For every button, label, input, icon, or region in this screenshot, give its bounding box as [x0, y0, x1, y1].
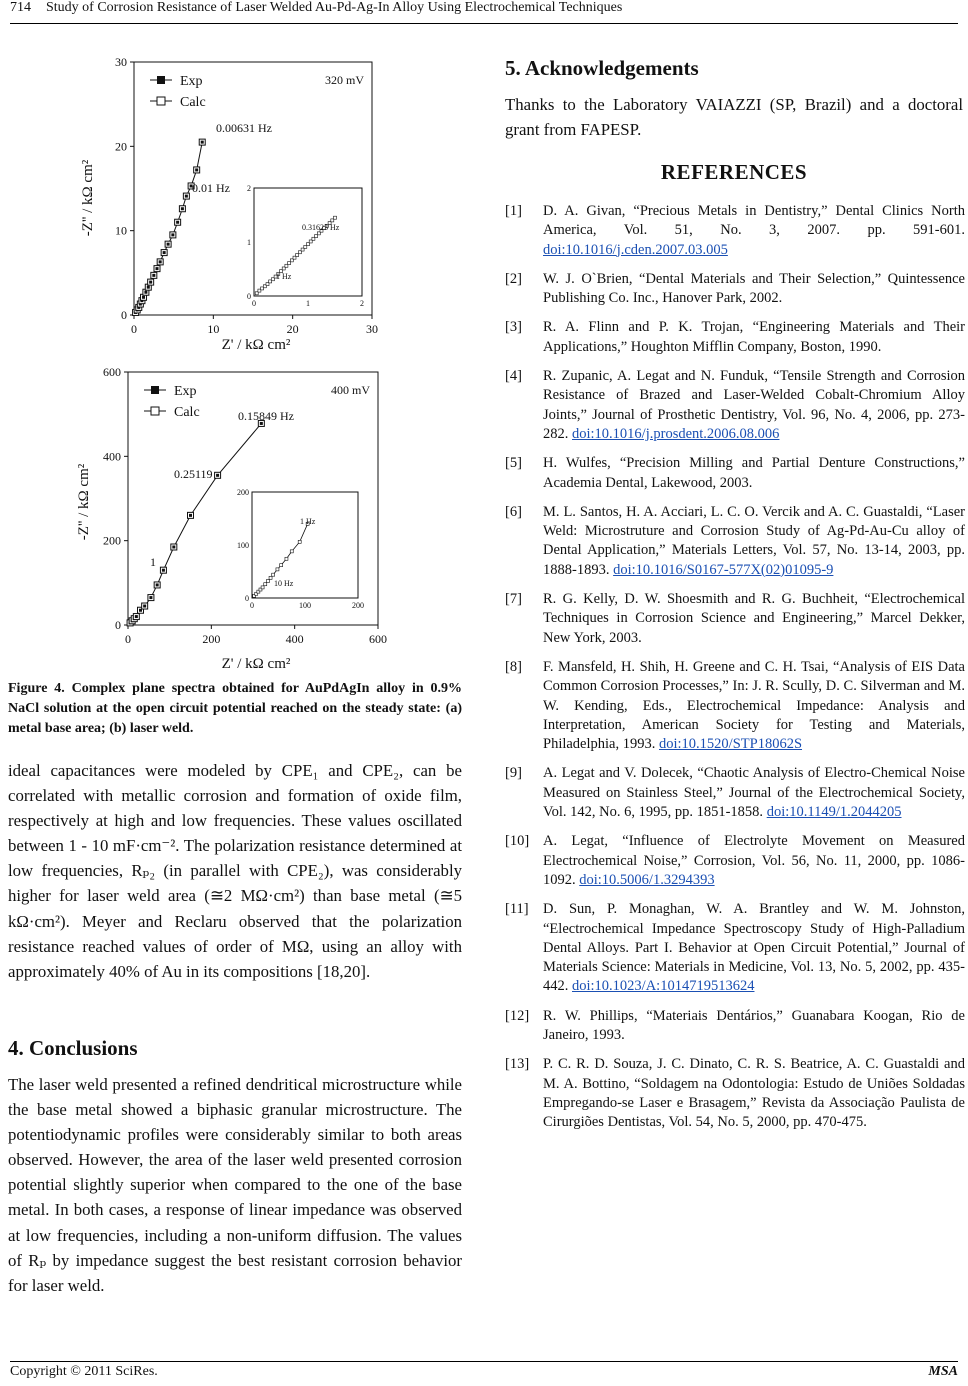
inset-annotation: 1 Hz	[276, 272, 292, 281]
reference-citation: A. Legat, “Influence of Electrolyte Movement on Measured Electrochemical Noise,” Corrosion, Vol. 56, No. 11, 2000, pp. 1086-1092.	[543, 833, 965, 888]
figure-caption: Figure 4. Complex plane spectra obtained for AuPdAgIn alloy in 0.9% NaCl solution at the open circuit potential reached on the steady state: (a) metal base area; (b) laser weld.	[8, 681, 462, 736]
doi-link[interactable]: doi:10.5006/1.3294393	[579, 871, 715, 888]
y-tick-label: 200	[103, 533, 121, 548]
reference-number: [9]	[505, 765, 522, 782]
doi-link[interactable]: doi:10.1520/STP18062S	[659, 736, 803, 753]
data-point-exp	[195, 168, 198, 171]
y-tick-label: 30	[115, 55, 127, 69]
reference-text	[543, 1055, 965, 1132]
reference-item	[505, 658, 965, 754]
frequency-annotation: 0.00631 Hz	[216, 121, 272, 135]
data-point-exp	[163, 251, 166, 254]
data-point-exp	[143, 605, 146, 608]
data-point-exp	[159, 260, 162, 263]
potential-label: 400 mV	[331, 383, 370, 397]
inset-y-tick-label: 2	[247, 184, 251, 193]
y-tick-label: 600	[103, 365, 121, 379]
data-point-exp	[167, 243, 170, 246]
references-heading: REFERENCES	[660, 160, 808, 184]
reference-item	[505, 832, 965, 890]
body-paragraph: ideal capacitances were modeled by CPE₁ and CPE₂, can be correlated with metallic corrosion and formation of oxide film, respectively at high and low frequencies. These values oscillated between 1 - 10 mF·cm⁻². The polarization resistance determined at low frequencies, Rₚ₂ (in parallel with CPE₂), was considerably higher for laser weld area (≅2 MΩ·cm²) than base metal (≅5 kΩ·cm²). Meyer and Reclaru observed that the polarization resistance reached values of order of MΩ, using an alloy with approximately 40% of Au in its compositions [18,20].	[8, 761, 462, 981]
inset-annotation: 10 Hz	[274, 579, 294, 588]
y-tick-label: 0	[115, 618, 121, 632]
reference-text	[543, 503, 965, 580]
reference-text	[543, 454, 965, 493]
chart-b	[70, 362, 400, 674]
running-title: Study of Corrosion Resistance of Laser Welded Au-Pd-Ag-In Alloy Using Electrochemical Techniques	[46, 0, 623, 15]
header-rule	[10, 23, 958, 24]
reference-number: [7]	[505, 591, 522, 608]
reference-citation: P. C. R. D. Souza, J. C. Dinato, C. R. S. Beatrice, A. C. Guastaldi and M. A. Bottino, “Soldagem na Odontologia: Estudo de Uniões Soldadas Empregando-se Laser e Brasagem,” Revista da Associação Paulista de Cirurgiões Dentistas, Vol. 54, No. 5, 2000, pp. 470-475.	[543, 1056, 965, 1131]
copyright: Copyright © 2011 SciRes.	[10, 1364, 158, 1379]
doi-link[interactable]: doi:10.1016/j.cden.2007.03.005	[543, 241, 728, 258]
reference-text	[543, 590, 965, 648]
journal-abbrev: MSA	[928, 1364, 958, 1379]
y-tick-label: 0	[121, 308, 127, 322]
legend-marker-calc	[151, 407, 159, 415]
x-tick-label: 0	[131, 322, 137, 336]
inset-x-tick-label: 0	[250, 601, 254, 610]
data-point-exp	[216, 474, 219, 477]
y-tick-label: 20	[115, 139, 127, 154]
reference-number: [1]	[505, 203, 522, 219]
y-tick-label: 400	[103, 449, 121, 464]
data-point-exp	[172, 545, 175, 548]
acknowledgements-heading: 5. Acknowledgements	[505, 56, 699, 80]
doi-link[interactable]: doi:10.1149/1.2044205	[766, 804, 902, 821]
reference-item	[505, 900, 965, 996]
reference-text	[543, 367, 965, 444]
reference-citation: R. A. Flinn and P. K. Trojan, “Engineering Materials and Their Applications,” Houghton Mifflin Company, Boston, 1990.	[543, 319, 965, 355]
reference-item	[505, 764, 965, 822]
data-point-exp	[171, 233, 174, 236]
data-point-exp	[162, 569, 165, 572]
inset-x-tick-label: 100	[299, 601, 311, 610]
reference-number: [6]	[505, 503, 522, 520]
x-tick-label: 30	[366, 322, 378, 336]
footer	[10, 1364, 958, 1380]
reference-text	[543, 318, 965, 357]
reference-number: [3]	[505, 319, 522, 336]
ylabel-a: -Z'' / kΩ cm²	[80, 159, 96, 237]
reference-number: [13]	[505, 1056, 530, 1073]
doi-link[interactable]: doi:10.1016/S0167-577X(02)01095-9	[613, 561, 834, 578]
potential-label: 320 mV	[325, 73, 364, 87]
page-number: 714	[10, 0, 31, 15]
data-point-exp	[135, 615, 138, 618]
frequency-annotation: 0.25119	[174, 467, 213, 481]
data-point-exp	[156, 583, 159, 586]
reference-citation: D. A. Givan, “Precious Metals in Dentistry,” Dental Clinics North America, Vol. 51, No. 3, 2007. pp. 591-601.	[543, 203, 965, 239]
inset-x-tick-label: 0	[252, 299, 256, 308]
data-point-exp	[144, 291, 147, 294]
legend-label-exp: Exp	[180, 74, 203, 89]
data-point-exp	[189, 514, 192, 517]
inset-annotation: 1 Hz	[300, 517, 316, 526]
reference-number: [5]	[505, 455, 522, 472]
x-tick-label: 400	[285, 632, 304, 646]
reference-citation: D. Sun, P. Monaghan, W. A. Brantley and W. M. Johnston, “Electrochemical Impedance Spectroscopy Study of High-Palladium Dental Alloys. Part I. Behavior at Open Circuit Potential,” Journal of Materials Science: Materials in Medicine, Vol. 13, No. 5, 2002, pp. 435-442.	[543, 901, 965, 995]
legend-label-calc: Calc	[174, 405, 200, 420]
y-tick-label: 10	[115, 223, 127, 238]
reference-text	[543, 764, 965, 822]
inset-point	[261, 586, 264, 589]
reference-item	[505, 318, 965, 357]
doi-link[interactable]: doi:10.1016/j.prosdent.2006.08.006	[572, 425, 780, 442]
inset-x-tick-label: 200	[352, 601, 364, 610]
x-tick-label: 10	[207, 322, 220, 336]
reference-text	[543, 1007, 965, 1046]
references-list	[505, 202, 965, 1142]
reference-item	[505, 454, 965, 493]
legend-label-exp: Exp	[174, 384, 197, 399]
reference-citation: F. Mansfeld, H. Shih, H. Greene and C. H. Tsai, “Analysis of EIS Data Common Corrosion Processes,” In: J. R. Scully, D. C. Silverman and M. W. Kending, Eds., Electrochemical Impedance: Analysis and Interpretation, American Society for Testing and Materials, Philadelphia, 1993.	[543, 658, 965, 753]
data-point-exp	[149, 281, 152, 284]
footer-rule	[10, 1361, 958, 1362]
inset-y-tick-label: 200	[237, 488, 249, 497]
chart-a	[70, 50, 390, 350]
reference-citation: R. Zupanic, A. Legat and N. Funduk, “Tensile Strength and Corrosion Resistance of Brazed and Laser-Welded Cobalt-Chromium Alloy Joints,” Journal of Prosthetic Dentistry, Vol. 96, No. 4, 2006, pp. 273-282.	[543, 368, 965, 442]
frequency-annotation: 0.15849 Hz	[238, 409, 294, 423]
x-tick-label: 600	[369, 632, 387, 646]
conclusions-text: The laser weld presented a refined dendritical microstructure while the base metal showed a biphasic granular microstructure. The potentiodynamic profiles were considerably similar to both areas observed. However, the area of the laser weld presented corrosion potential slightly superior when compared to the one of the base metal. In both cases, a response of linear impedance was observed at low frequencies, including a non-uniform diffusion. The values of Rₚ by impedance suggest the best resistant corrosion behavior for laser weld.	[8, 1075, 462, 1295]
inset-point	[280, 564, 283, 567]
legend-label-calc: Calc	[180, 95, 206, 110]
reference-text	[543, 202, 965, 260]
reference-number: [4]	[505, 368, 522, 385]
legend-marker-exp	[157, 76, 165, 84]
data-point-exp	[147, 286, 150, 289]
running-header	[10, 0, 958, 22]
inset-y-tick-label: 0	[247, 292, 251, 301]
inset-annotation: 0.31623 Hz	[302, 223, 340, 232]
reference-citation: R. G. Kelly, D. W. Shoesmith and R. G. Buchheit, “Electrochemical Techniques in Corrosion Science and Engineering,” Marcel Dekker, New York, 2003.	[543, 591, 965, 646]
reference-number: [8]	[505, 658, 522, 675]
data-point-exp	[156, 267, 159, 270]
reference-item	[505, 503, 965, 580]
x-tick-label: 200	[202, 632, 221, 646]
reference-citation: M. L. Santos, H. A. Acciari, L. C. O. Vercik and A. C. Guastaldi, “Laser Weld: Microstruture and Corrosion Study of Ag-Pd-Au-Cu alloy of Dental Application,” Materials Letters, Vol. 57, No. 13-14, 2003, pp. 1888-1893.	[543, 503, 965, 578]
x-tick-label: 20	[286, 322, 299, 336]
inset-point	[334, 216, 337, 219]
legend-marker-exp	[151, 386, 159, 394]
reference-number: [2]	[505, 270, 522, 287]
frequency-annotation: 1	[150, 555, 156, 569]
reference-citation: A. Legat and V. Dolecek, “Chaotic Analysis of Electro-Chemical Noise Measured on Stainless Steel,” Journal of the Electrochemical Society, Vol. 142, No. 6, 1995, pp. 1851-1858.	[543, 765, 965, 821]
reference-text	[543, 832, 965, 890]
reference-citation: R. W. Phillips, “Materiais Dentários,” Guanabara Koogan, Rio de Janeiro, 1993.	[543, 1007, 965, 1043]
inset-x-tick-label: 1	[306, 299, 310, 308]
reference-item	[505, 202, 965, 260]
data-point-exp	[152, 274, 155, 277]
inset-y-tick-label: 100	[237, 541, 249, 550]
reference-item	[505, 367, 965, 444]
ylabel-b: -Z'' / kΩ cm²	[76, 463, 92, 541]
inset-point	[264, 583, 267, 586]
xlabel-a: Z' / kΩ cm²	[221, 337, 291, 350]
reference-text	[543, 270, 965, 309]
reference-text	[543, 900, 965, 996]
conclusions-heading: 4. Conclusions	[8, 1036, 138, 1060]
inset-y-tick-label: 0	[245, 594, 249, 603]
series-line-calc	[130, 423, 261, 622]
inset-point	[266, 580, 269, 583]
data-point-exp	[149, 596, 152, 599]
reference-citation: W. J. O`Brien, “Dental Materials and Their Selection,” Quintessence Publishing Co. Inc., Hanover Park, 2002.	[543, 270, 965, 307]
reference-number: [11]	[505, 901, 529, 918]
inset-point	[298, 540, 301, 543]
acknowledgements-text: Thanks to the Laboratory VAIAZZI (SP, Brazil) and a doctoral grant from FAPESP.	[505, 95, 963, 140]
inset-point	[290, 550, 293, 553]
inset-point	[272, 573, 275, 576]
inset-x-tick-label: 2	[360, 299, 364, 308]
reference-number: [12]	[505, 1007, 530, 1024]
x-tick-label: 0	[125, 632, 131, 646]
inset-point	[285, 557, 288, 560]
data-point-exp	[201, 141, 204, 144]
reference-item	[505, 270, 965, 309]
data-point-exp	[181, 207, 184, 210]
reference-number: [10]	[505, 833, 530, 850]
inset-point	[269, 576, 272, 579]
reference-citation: H. Wulfes, “Precision Milling and Partial Denture Constructions,” Academia Dental, Lakewood, 2003.	[543, 455, 965, 491]
data-point-exp	[142, 296, 145, 299]
reference-item	[505, 1055, 965, 1132]
data-point-exp	[176, 221, 179, 224]
inset-y-tick-label: 1	[247, 238, 251, 247]
xlabel-b: Z' / kΩ cm²	[221, 656, 291, 672]
reference-text	[543, 658, 965, 754]
inset-point	[276, 568, 279, 571]
reference-item	[505, 1007, 965, 1046]
doi-link[interactable]: doi:10.1023/A:1014719513624	[572, 978, 755, 995]
frequency-annotation: 0.01 Hz	[192, 181, 230, 195]
reference-item	[505, 590, 965, 648]
data-point-exp	[185, 195, 188, 198]
legend-marker-calc	[157, 97, 165, 105]
